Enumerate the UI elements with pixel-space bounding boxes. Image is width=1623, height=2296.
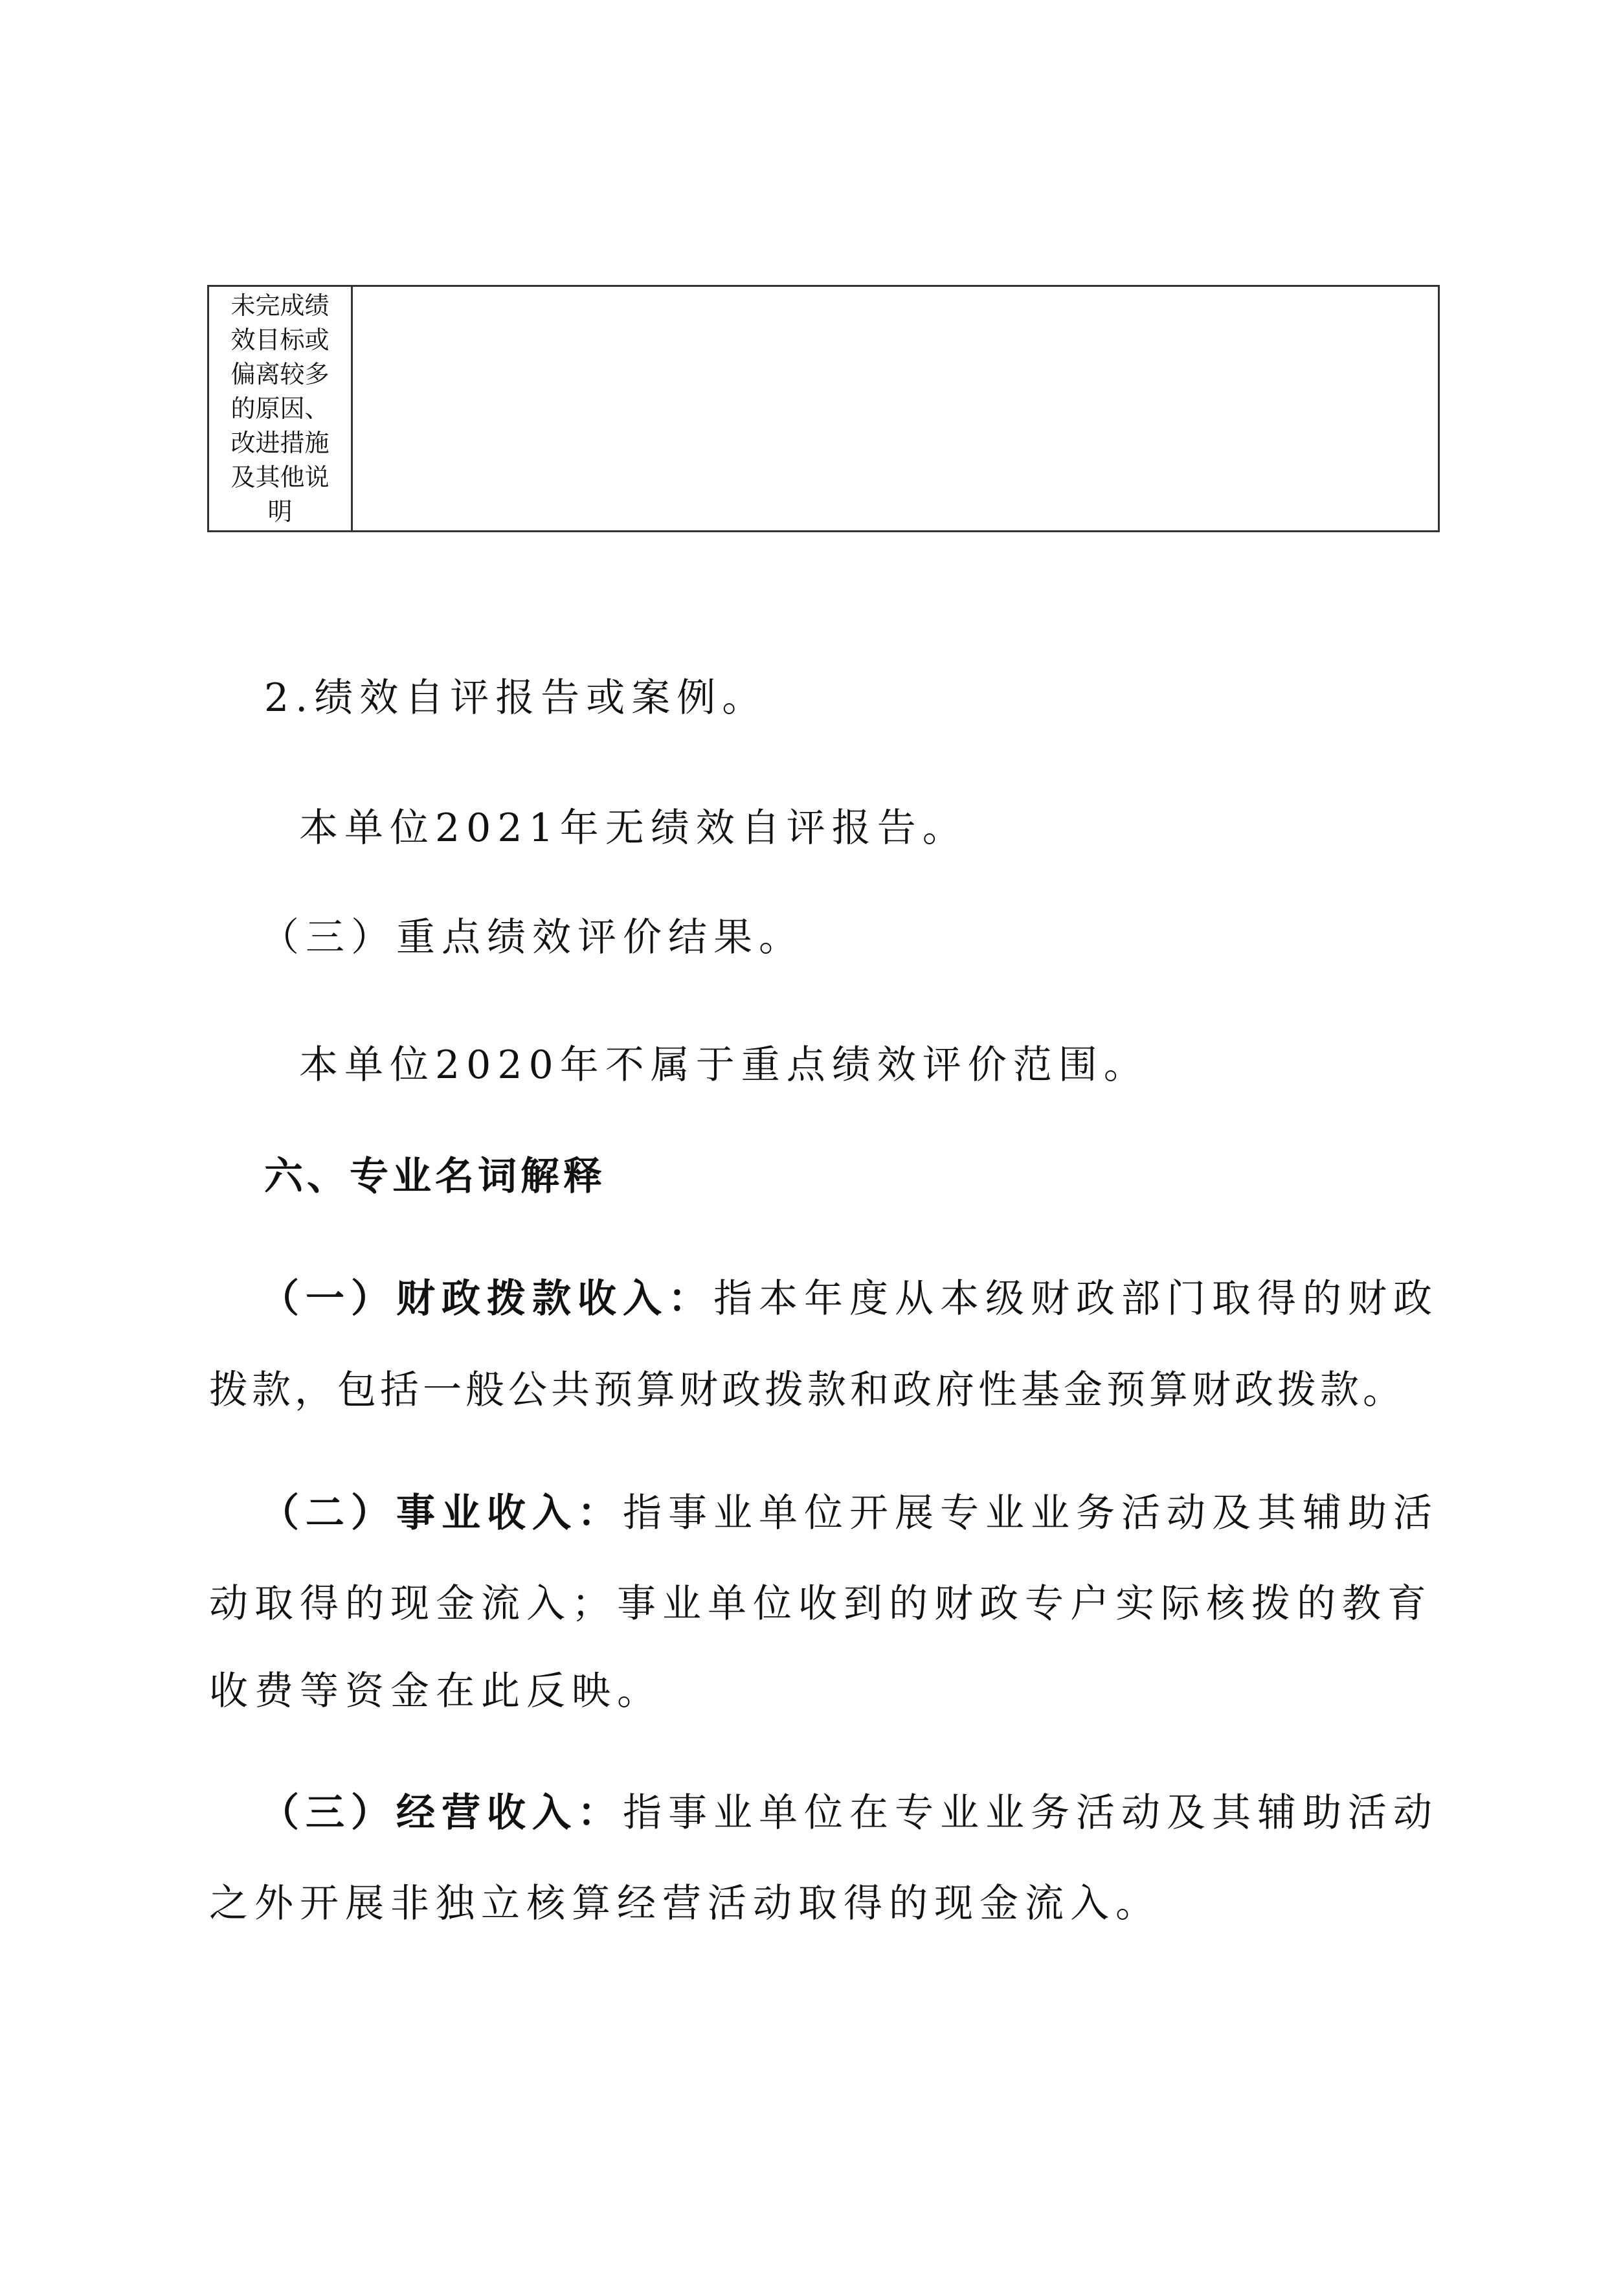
glossary-item-1-line-1	[260, 1276, 1438, 1322]
glossary-item-2-line-3: 收费等资金在此反映。	[209, 1669, 662, 1714]
table-label-cell	[209, 287, 353, 530]
glossary-item-3-line-2: 之外开展非独立核算经营活动取得的现金流入。	[209, 1881, 1161, 1926]
label-line: 偏离较多	[230, 359, 330, 388]
glossary-definition: 指本年度从本级财政部门取得的财政	[713, 1276, 1438, 1322]
glossary-item-2-line-2: 动取得的现金流入；事业单位收到的财政专户实际核拨的教育	[209, 1581, 1433, 1626]
label-line: 效目标或	[230, 325, 330, 354]
label-line: 的原因、	[230, 394, 330, 423]
label-line: 未完成绩	[230, 291, 330, 320]
performance-table	[207, 285, 1440, 532]
label-line: 明	[267, 497, 293, 526]
table-label-text	[226, 289, 335, 529]
glossary-item-3-line-1	[260, 1790, 1438, 1836]
glossary-definition: 指事业单位开展专业业务活动及其辅助活	[623, 1491, 1438, 1536]
glossary-item-2-line-1	[260, 1491, 1438, 1536]
table-content-cell	[353, 287, 1438, 530]
glossary-term: （二）事业收入：	[260, 1491, 623, 1536]
section3-title: （三）重点绩效评价结果。	[260, 915, 804, 960]
label-line: 及其他说	[230, 462, 330, 491]
section2-body: 本单位2021年无绩效自评报告。	[299, 805, 968, 851]
glossary-definition: 指事业单位在专业业务活动及其辅助活动	[623, 1790, 1438, 1836]
glossary-term: （一）财政拨款收入：	[260, 1276, 713, 1322]
section3-body: 本单位2020年不属于重点绩效评价范围。	[299, 1042, 1149, 1088]
section2-title: 2.绩效自评报告或案例。	[264, 675, 768, 721]
glossary-heading: 六、专业名词解释	[264, 1154, 606, 1199]
glossary-term: （三）经营收入：	[260, 1790, 623, 1836]
label-line: 改进措施	[230, 428, 330, 457]
glossary-item-1-line-2: 拨款，包括一般公共预算财政拨款和政府性基金预算财政拨款。	[209, 1367, 1405, 1413]
